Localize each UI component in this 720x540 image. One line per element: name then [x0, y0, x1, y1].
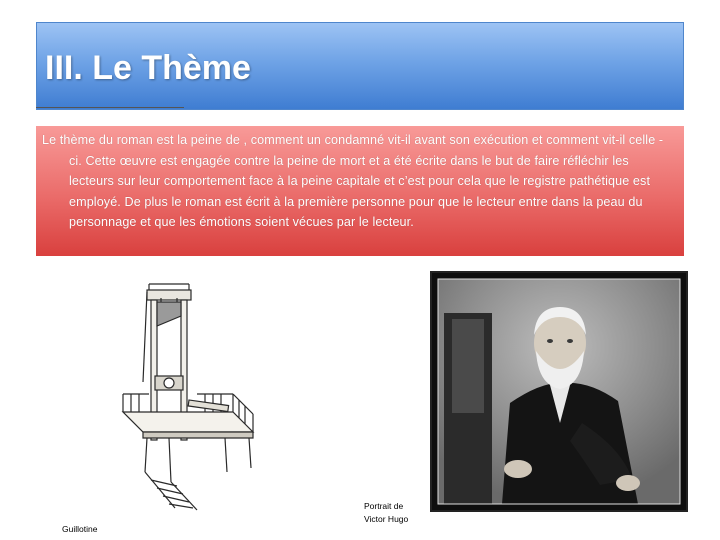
slide-title: III. Le Thème: [45, 49, 251, 87]
portrait-caption: Portrait de Victor Hugo: [364, 501, 409, 524]
guillotine-caption: Guillotine: [62, 524, 98, 534]
guillotine-illustration: [105, 272, 265, 512]
victor-hugo-photo: [430, 271, 688, 512]
title-underline: [36, 107, 184, 108]
body-text: Le thème du roman est la peine de , comment un condamné vit-il avant son exécution et comment vit-il celle -ci. Cette œuvre est engagée contre la peine de mort et a été écrite dans le but de faire réfléchir les lecteurs sur leur comportement face à la peine capitale et c’est pour cela que le registre pathétique est employé. De plus le roman est écrit à la première personne pour que le lecteur entre dans la peau du personnage et que les émotions soient vécues par le lecteur.: [42, 133, 664, 230]
body-box: [36, 126, 684, 256]
title-bar: [36, 22, 684, 110]
